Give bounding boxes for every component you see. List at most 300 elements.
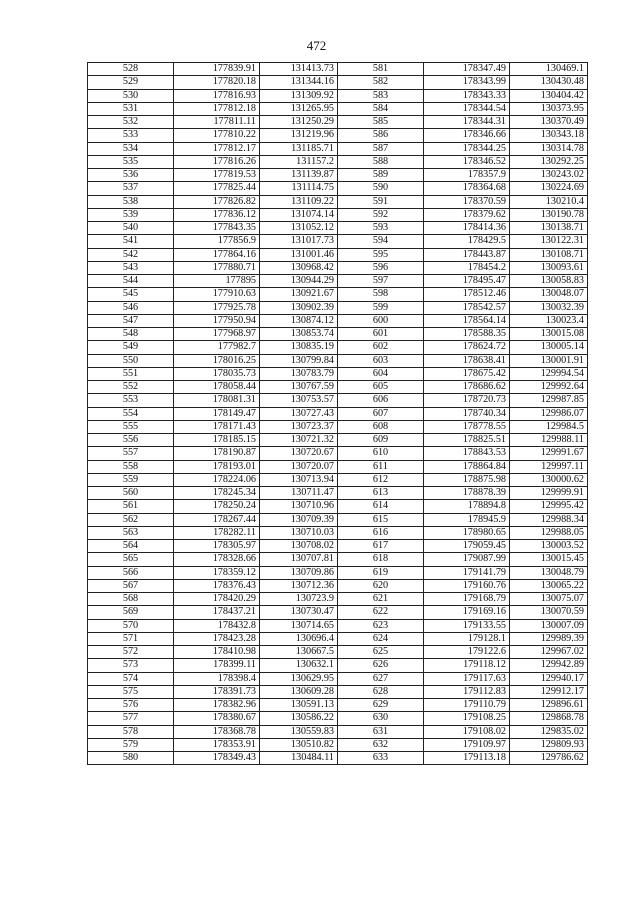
point-number-cell: 537 [88, 182, 174, 195]
page-number: 472 [306, 38, 327, 53]
table-row [88, 222, 588, 235]
x-coordinate-cell: 178980.65 [424, 526, 510, 539]
point-number-cell: 553 [88, 394, 174, 407]
x-coordinate-cell: 178376.43 [174, 579, 260, 592]
x-coordinate-cell: 178149.47 [174, 407, 260, 420]
x-coordinate-cell: 178564.14 [424, 314, 510, 327]
y-coordinate-cell: 130469.1 [510, 63, 588, 76]
point-number-cell: 583 [338, 89, 424, 102]
table-row [88, 646, 588, 659]
y-coordinate-cell: 130343.18 [510, 129, 588, 142]
y-coordinate-cell: 130138.71 [510, 222, 588, 235]
table-row [88, 89, 588, 102]
point-number-cell: 591 [338, 195, 424, 208]
y-coordinate-cell: 129942.89 [510, 659, 588, 672]
point-number-cell: 575 [88, 685, 174, 698]
point-number-cell: 632 [338, 738, 424, 751]
y-coordinate-cell: 130000.62 [510, 473, 588, 486]
point-number-cell: 562 [88, 513, 174, 526]
x-coordinate-cell: 178624.72 [424, 341, 510, 354]
point-number-cell: 542 [88, 248, 174, 261]
y-coordinate-cell: 129809.93 [510, 738, 588, 751]
point-number-cell: 582 [338, 76, 424, 89]
y-coordinate-cell: 130586.22 [260, 712, 338, 725]
point-number-cell: 593 [338, 222, 424, 235]
y-coordinate-cell: 130714.65 [260, 619, 338, 632]
y-coordinate-cell: 131250.29 [260, 116, 338, 129]
x-coordinate-cell: 179141.79 [424, 566, 510, 579]
table-row [88, 235, 588, 248]
point-number-cell: 540 [88, 222, 174, 235]
y-coordinate-cell: 130753.57 [260, 394, 338, 407]
y-coordinate-cell: 129988.34 [510, 513, 588, 526]
x-coordinate-cell: 177856.9 [174, 235, 260, 248]
y-coordinate-cell: 130314.78 [510, 142, 588, 155]
x-coordinate-cell: 178364.68 [424, 182, 510, 195]
point-number-cell: 564 [88, 540, 174, 553]
x-coordinate-cell: 178328.66 [174, 553, 260, 566]
y-coordinate-cell: 131157.2 [260, 155, 338, 168]
point-number-cell: 585 [338, 116, 424, 129]
point-number-cell: 580 [88, 752, 174, 765]
table-row [88, 579, 588, 592]
x-coordinate-cell: 179133.55 [424, 619, 510, 632]
point-number-cell: 619 [338, 566, 424, 579]
y-coordinate-cell: 129835.02 [510, 725, 588, 738]
point-number-cell: 563 [88, 526, 174, 539]
table-row [88, 341, 588, 354]
point-number-cell: 561 [88, 500, 174, 513]
table-row [88, 169, 588, 182]
y-coordinate-cell: 130708.02 [260, 540, 338, 553]
y-coordinate-cell: 129986.07 [510, 407, 588, 420]
table-row [88, 487, 588, 500]
coordinates-table-body [88, 63, 588, 765]
point-number-cell: 571 [88, 632, 174, 645]
point-number-cell: 536 [88, 169, 174, 182]
x-coordinate-cell: 178359.12 [174, 566, 260, 579]
point-number-cell: 570 [88, 619, 174, 632]
point-number-cell: 533 [88, 129, 174, 142]
x-coordinate-cell: 178343.99 [424, 76, 510, 89]
table-row [88, 394, 588, 407]
y-coordinate-cell: 131017.73 [260, 235, 338, 248]
point-number-cell: 596 [338, 261, 424, 274]
point-number-cell: 567 [88, 579, 174, 592]
point-number-cell: 579 [88, 738, 174, 751]
x-coordinate-cell: 178349.43 [174, 752, 260, 765]
point-number-cell: 550 [88, 354, 174, 367]
x-coordinate-cell: 177925.78 [174, 301, 260, 314]
x-coordinate-cell: 179108.25 [424, 712, 510, 725]
point-number-cell: 631 [338, 725, 424, 738]
x-coordinate-cell: 178357.9 [424, 169, 510, 182]
x-coordinate-cell: 177826.82 [174, 195, 260, 208]
x-coordinate-cell: 179160.76 [424, 579, 510, 592]
x-coordinate-cell: 177950.94 [174, 314, 260, 327]
point-number-cell: 621 [338, 593, 424, 606]
point-number-cell: 612 [338, 473, 424, 486]
table-row [88, 63, 588, 76]
x-coordinate-cell: 177811.11 [174, 116, 260, 129]
x-coordinate-cell: 177816.93 [174, 89, 260, 102]
table-row [88, 659, 588, 672]
y-coordinate-cell: 130609.28 [260, 685, 338, 698]
y-coordinate-cell: 130093.61 [510, 261, 588, 274]
point-number-cell: 598 [338, 288, 424, 301]
point-number-cell: 609 [338, 434, 424, 447]
table-row [88, 301, 588, 314]
point-number-cell: 630 [338, 712, 424, 725]
x-coordinate-cell: 177982.7 [174, 341, 260, 354]
x-coordinate-cell: 178420.29 [174, 593, 260, 606]
x-coordinate-cell: 179117.63 [424, 672, 510, 685]
y-coordinate-cell: 129868.78 [510, 712, 588, 725]
y-coordinate-cell: 131344.16 [260, 76, 338, 89]
point-number-cell: 622 [338, 606, 424, 619]
x-coordinate-cell: 178843.53 [424, 447, 510, 460]
y-coordinate-cell: 131265.95 [260, 102, 338, 115]
point-number-cell: 541 [88, 235, 174, 248]
x-coordinate-cell: 178825.51 [424, 434, 510, 447]
x-coordinate-cell: 178016.25 [174, 354, 260, 367]
table-row [88, 76, 588, 89]
x-coordinate-cell: 179059.45 [424, 540, 510, 553]
point-number-cell: 530 [88, 89, 174, 102]
point-number-cell: 547 [88, 314, 174, 327]
point-number-cell: 605 [338, 381, 424, 394]
x-coordinate-cell: 178346.66 [424, 129, 510, 142]
point-number-cell: 569 [88, 606, 174, 619]
table-row [88, 116, 588, 129]
x-coordinate-cell: 178443.87 [424, 248, 510, 261]
y-coordinate-cell: 130510.82 [260, 738, 338, 751]
point-number-cell: 529 [88, 76, 174, 89]
y-coordinate-cell: 129995.42 [510, 500, 588, 513]
table-row [88, 195, 588, 208]
y-coordinate-cell: 130723.9 [260, 593, 338, 606]
y-coordinate-cell: 130003.52 [510, 540, 588, 553]
point-number-cell: 565 [88, 553, 174, 566]
x-coordinate-cell: 177880.71 [174, 261, 260, 274]
x-coordinate-cell: 179109.97 [424, 738, 510, 751]
point-number-cell: 578 [88, 725, 174, 738]
table-row [88, 102, 588, 115]
x-coordinate-cell: 178542.57 [424, 301, 510, 314]
point-number-cell: 557 [88, 447, 174, 460]
x-coordinate-cell: 178588.35 [424, 328, 510, 341]
table-row [88, 420, 588, 433]
x-coordinate-cell: 178432.8 [174, 619, 260, 632]
point-number-cell: 602 [338, 341, 424, 354]
y-coordinate-cell: 130070.59 [510, 606, 588, 619]
x-coordinate-cell: 178720.73 [424, 394, 510, 407]
x-coordinate-cell: 179122.6 [424, 646, 510, 659]
point-number-cell: 539 [88, 208, 174, 221]
x-coordinate-cell: 179118.12 [424, 659, 510, 672]
table-row [88, 725, 588, 738]
x-coordinate-cell: 179168.79 [424, 593, 510, 606]
point-number-cell: 566 [88, 566, 174, 579]
y-coordinate-cell: 129967.02 [510, 646, 588, 659]
point-number-cell: 568 [88, 593, 174, 606]
point-number-cell: 597 [338, 275, 424, 288]
point-number-cell: 543 [88, 261, 174, 274]
x-coordinate-cell: 178343.33 [424, 89, 510, 102]
y-coordinate-cell: 131001.46 [260, 248, 338, 261]
point-number-cell: 614 [338, 500, 424, 513]
y-coordinate-cell: 131114.75 [260, 182, 338, 195]
y-coordinate-cell: 129987.85 [510, 394, 588, 407]
point-number-cell: 627 [338, 672, 424, 685]
x-coordinate-cell: 178305.97 [174, 540, 260, 553]
x-coordinate-cell: 177819.53 [174, 169, 260, 182]
x-coordinate-cell: 178380.67 [174, 712, 260, 725]
y-coordinate-cell: 130667.5 [260, 646, 338, 659]
x-coordinate-cell: 179087.99 [424, 553, 510, 566]
x-coordinate-cell: 177812.17 [174, 142, 260, 155]
y-coordinate-cell: 131109.22 [260, 195, 338, 208]
y-coordinate-cell: 130032.39 [510, 301, 588, 314]
x-coordinate-cell: 178512.46 [424, 288, 510, 301]
y-coordinate-cell: 130707.81 [260, 553, 338, 566]
y-coordinate-cell: 130292.25 [510, 155, 588, 168]
table-row [88, 460, 588, 473]
y-coordinate-cell: 130559.83 [260, 725, 338, 738]
table-row [88, 314, 588, 327]
y-coordinate-cell: 130210.4 [510, 195, 588, 208]
x-coordinate-cell: 178429.5 [424, 235, 510, 248]
point-number-cell: 620 [338, 579, 424, 592]
point-number-cell: 532 [88, 116, 174, 129]
x-coordinate-cell: 178344.54 [424, 102, 510, 115]
point-number-cell: 600 [338, 314, 424, 327]
y-coordinate-cell: 130108.71 [510, 248, 588, 261]
y-coordinate-cell: 130727.43 [260, 407, 338, 420]
table-row [88, 738, 588, 751]
y-coordinate-cell: 130224.69 [510, 182, 588, 195]
y-coordinate-cell: 130711.47 [260, 487, 338, 500]
point-number-cell: 611 [338, 460, 424, 473]
y-coordinate-cell: 129997.11 [510, 460, 588, 473]
point-number-cell: 556 [88, 434, 174, 447]
x-coordinate-cell: 178638.41 [424, 354, 510, 367]
x-coordinate-cell: 178353.91 [174, 738, 260, 751]
y-coordinate-cell: 130058.83 [510, 275, 588, 288]
y-coordinate-cell: 130007.09 [510, 619, 588, 632]
y-coordinate-cell: 129912.17 [510, 685, 588, 698]
y-coordinate-cell: 130944.29 [260, 275, 338, 288]
point-number-cell: 628 [338, 685, 424, 698]
table-row [88, 526, 588, 539]
y-coordinate-cell: 130015.08 [510, 328, 588, 341]
x-coordinate-cell: 178875.98 [424, 473, 510, 486]
x-coordinate-cell: 177968.97 [174, 328, 260, 341]
point-number-cell: 603 [338, 354, 424, 367]
point-number-cell: 538 [88, 195, 174, 208]
x-coordinate-cell: 177836.12 [174, 208, 260, 221]
table-row [88, 142, 588, 155]
point-number-cell: 616 [338, 526, 424, 539]
y-coordinate-cell: 130591.13 [260, 699, 338, 712]
table-row [88, 434, 588, 447]
y-coordinate-cell: 130799.84 [260, 354, 338, 367]
table-row [88, 566, 588, 579]
y-coordinate-cell: 130632.1 [260, 659, 338, 672]
y-coordinate-cell: 130001.91 [510, 354, 588, 367]
point-number-cell: 555 [88, 420, 174, 433]
y-coordinate-cell: 130783.79 [260, 367, 338, 380]
x-coordinate-cell: 178778.55 [424, 420, 510, 433]
y-coordinate-cell: 129988.11 [510, 434, 588, 447]
point-number-cell: 615 [338, 513, 424, 526]
point-number-cell: 546 [88, 301, 174, 314]
point-number-cell: 572 [88, 646, 174, 659]
point-number-cell: 531 [88, 102, 174, 115]
x-coordinate-cell: 178945.9 [424, 513, 510, 526]
y-coordinate-cell: 130723.37 [260, 420, 338, 433]
table-row [88, 699, 588, 712]
x-coordinate-cell: 178398.4 [174, 672, 260, 685]
x-coordinate-cell: 178894.8 [424, 500, 510, 513]
table-row [88, 328, 588, 341]
y-coordinate-cell: 129994.54 [510, 367, 588, 380]
x-coordinate-cell: 178864.84 [424, 460, 510, 473]
point-number-cell: 574 [88, 672, 174, 685]
y-coordinate-cell: 131219.96 [260, 129, 338, 142]
x-coordinate-cell: 178250.24 [174, 500, 260, 513]
table-row [88, 619, 588, 632]
y-coordinate-cell: 129988.05 [510, 526, 588, 539]
y-coordinate-cell: 129991.67 [510, 447, 588, 460]
x-coordinate-cell: 178410.98 [174, 646, 260, 659]
point-number-cell: 545 [88, 288, 174, 301]
x-coordinate-cell: 177843.35 [174, 222, 260, 235]
point-number-cell: 629 [338, 699, 424, 712]
x-coordinate-cell: 178686.62 [424, 381, 510, 394]
table-row [88, 288, 588, 301]
x-coordinate-cell: 177910.63 [174, 288, 260, 301]
x-coordinate-cell: 178437.21 [174, 606, 260, 619]
y-coordinate-cell: 130767.59 [260, 381, 338, 394]
point-number-cell: 625 [338, 646, 424, 659]
x-coordinate-cell: 177816.26 [174, 155, 260, 168]
point-number-cell: 534 [88, 142, 174, 155]
point-number-cell: 558 [88, 460, 174, 473]
y-coordinate-cell: 130709.86 [260, 566, 338, 579]
y-coordinate-cell: 130720.67 [260, 447, 338, 460]
table-row [88, 129, 588, 142]
table-row [88, 712, 588, 725]
x-coordinate-cell: 178414.36 [424, 222, 510, 235]
table-row [88, 553, 588, 566]
y-coordinate-cell: 129999.91 [510, 487, 588, 500]
point-number-cell: 604 [338, 367, 424, 380]
y-coordinate-cell: 130629.95 [260, 672, 338, 685]
table-row [88, 261, 588, 274]
x-coordinate-cell: 177839.91 [174, 63, 260, 76]
point-number-cell: 590 [338, 182, 424, 195]
x-coordinate-cell: 178193.01 [174, 460, 260, 473]
x-coordinate-cell: 178344.31 [424, 116, 510, 129]
x-coordinate-cell: 178185.15 [174, 434, 260, 447]
point-number-cell: 581 [338, 63, 424, 76]
x-coordinate-cell: 178347.49 [424, 63, 510, 76]
x-coordinate-cell: 178267.44 [174, 513, 260, 526]
y-coordinate-cell: 130023.4 [510, 314, 588, 327]
x-coordinate-cell: 179169.16 [424, 606, 510, 619]
y-coordinate-cell: 131309.92 [260, 89, 338, 102]
y-coordinate-cell: 129940.17 [510, 672, 588, 685]
point-number-cell: 554 [88, 407, 174, 420]
table-row [88, 606, 588, 619]
x-coordinate-cell: 177810.22 [174, 129, 260, 142]
x-coordinate-cell: 177812.18 [174, 102, 260, 115]
y-coordinate-cell: 130048.79 [510, 566, 588, 579]
point-number-cell: 607 [338, 407, 424, 420]
y-coordinate-cell: 129984.5 [510, 420, 588, 433]
table-row [88, 632, 588, 645]
y-coordinate-cell: 130065.22 [510, 579, 588, 592]
point-number-cell: 624 [338, 632, 424, 645]
y-coordinate-cell: 131052.12 [260, 222, 338, 235]
y-coordinate-cell: 131413.73 [260, 63, 338, 76]
point-number-cell: 559 [88, 473, 174, 486]
y-coordinate-cell: 130048.07 [510, 288, 588, 301]
table-row [88, 275, 588, 288]
x-coordinate-cell: 178190.87 [174, 447, 260, 460]
table-row [88, 367, 588, 380]
point-number-cell: 618 [338, 553, 424, 566]
y-coordinate-cell: 130712.36 [260, 579, 338, 592]
x-coordinate-cell: 178058.44 [174, 381, 260, 394]
y-coordinate-cell: 130404.42 [510, 89, 588, 102]
point-number-cell: 576 [88, 699, 174, 712]
y-coordinate-cell: 130710.96 [260, 500, 338, 513]
table-row [88, 354, 588, 367]
table-row [88, 248, 588, 261]
y-coordinate-cell: 130853.74 [260, 328, 338, 341]
y-coordinate-cell: 130720.07 [260, 460, 338, 473]
point-number-cell: 588 [338, 155, 424, 168]
y-coordinate-cell: 130709.39 [260, 513, 338, 526]
y-coordinate-cell: 130243.02 [510, 169, 588, 182]
x-coordinate-cell: 178344.25 [424, 142, 510, 155]
table-row [88, 540, 588, 553]
y-coordinate-cell: 130122.31 [510, 235, 588, 248]
table-row [88, 513, 588, 526]
y-coordinate-cell: 130835.19 [260, 341, 338, 354]
table-row [88, 752, 588, 765]
y-coordinate-cell: 131074.14 [260, 208, 338, 221]
point-number-cell: 592 [338, 208, 424, 221]
point-number-cell: 633 [338, 752, 424, 765]
point-number-cell: 595 [338, 248, 424, 261]
point-number-cell: 573 [88, 659, 174, 672]
y-coordinate-cell: 130921.67 [260, 288, 338, 301]
y-coordinate-cell: 130015.45 [510, 553, 588, 566]
point-number-cell: 610 [338, 447, 424, 460]
y-coordinate-cell: 131185.71 [260, 142, 338, 155]
y-coordinate-cell: 130874.12 [260, 314, 338, 327]
x-coordinate-cell: 178081.31 [174, 394, 260, 407]
x-coordinate-cell: 178245.34 [174, 487, 260, 500]
point-number-cell: 617 [338, 540, 424, 553]
y-coordinate-cell: 130710.03 [260, 526, 338, 539]
table-row [88, 407, 588, 420]
y-coordinate-cell: 129786.62 [510, 752, 588, 765]
x-coordinate-cell: 179110.79 [424, 699, 510, 712]
